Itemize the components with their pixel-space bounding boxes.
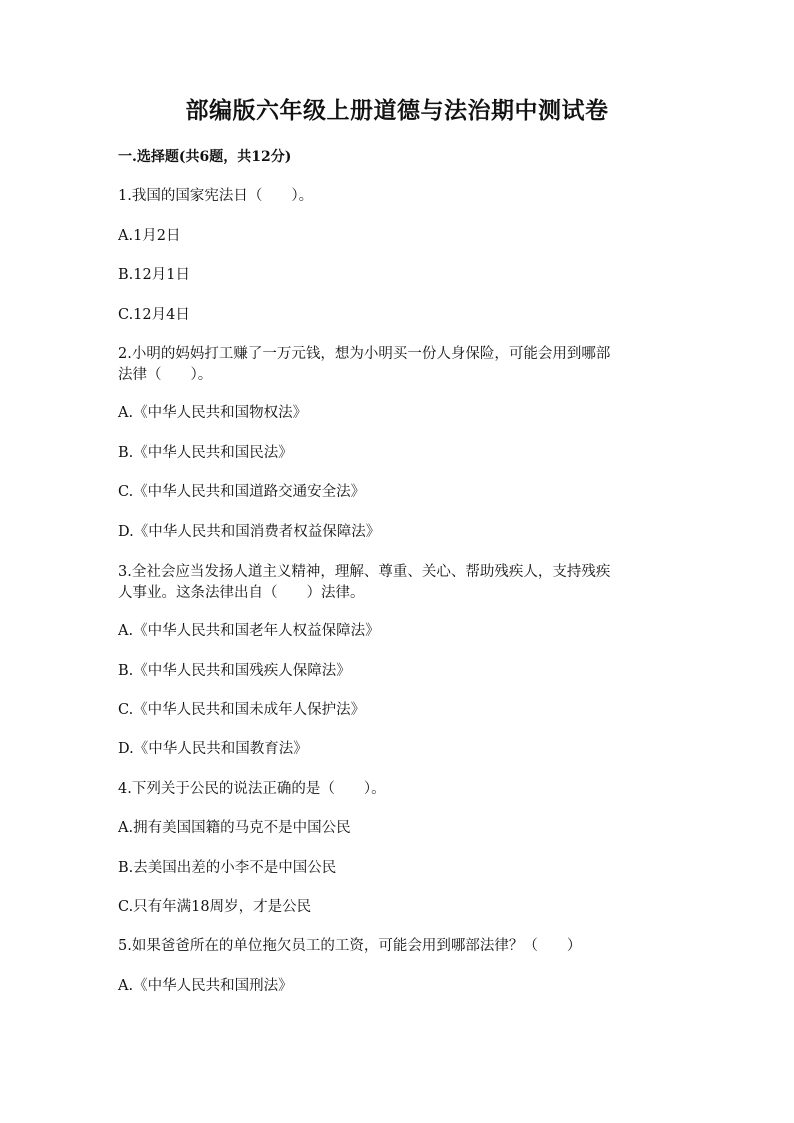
question-5-stem: 5.如果爸爸所在的单位拖欠员工的工资，可能会用到哪部法律？（ ） (118, 938, 582, 954)
question-3-stem-line-1: 3.全社会应当发扬人道主义精神，理解、尊重、关心、帮助残疾人，支持残疾 (118, 564, 611, 580)
question-3-option-d: D.《中华人民共和国教育法》 (118, 741, 308, 757)
question-3-option-c: C.《中华人民共和国未成年人保护法》 (118, 702, 366, 718)
question-3-stem-line-2: 人事业。这条法律出自（ ）法律。 (118, 585, 365, 601)
question-3-option-b: B.《中华人民共和国残疾人保障法》 (118, 663, 351, 679)
question-2-option-d: D.《中华人民共和国消费者权益保障法》 (118, 524, 381, 540)
question-1-option-a: A.1月2日 (118, 228, 181, 244)
section-heading: 一.选择题(共6题，共12分) (118, 149, 292, 165)
question-1-option-b: B.12月1日 (118, 267, 190, 283)
question-2-option-a: A.《中华人民共和国物权法》 (118, 405, 308, 421)
question-4-option-c: C.只有年满18周岁，才是公民 (118, 899, 312, 915)
question-4-stem: 4.下列关于公民的说法正确的是（ ）。 (118, 781, 386, 797)
question-1-stem: 1.我国的国家宪法日（ ）。 (118, 188, 314, 204)
question-3-option-a: A.《中华人民共和国老年人权益保障法》 (118, 623, 380, 639)
question-2-option-b: B.《中华人民共和国民法》 (118, 445, 293, 461)
question-1-option-c: C.12月4日 (118, 307, 190, 323)
question-2-option-c: C.《中华人民共和国道路交通安全法》 (118, 484, 366, 500)
question-4-option-b: B.去美国出差的小李不是中国公民 (118, 860, 337, 876)
question-2-stem-line-2: 法律（ ）。 (118, 367, 213, 383)
page-title: 部编版六年级上册道德与法治期中测试卷 (185, 97, 609, 124)
question-4-option-a: A.拥有美国国籍的马克不是中国公民 (118, 820, 351, 836)
question-2-stem-line-1: 2.小明的妈妈打工赚了一万元钱，想为小明买一份人身保险，可能会用到哪部 (118, 346, 611, 362)
question-5-option-a: A.《中华人民共和国刑法》 (118, 978, 293, 994)
